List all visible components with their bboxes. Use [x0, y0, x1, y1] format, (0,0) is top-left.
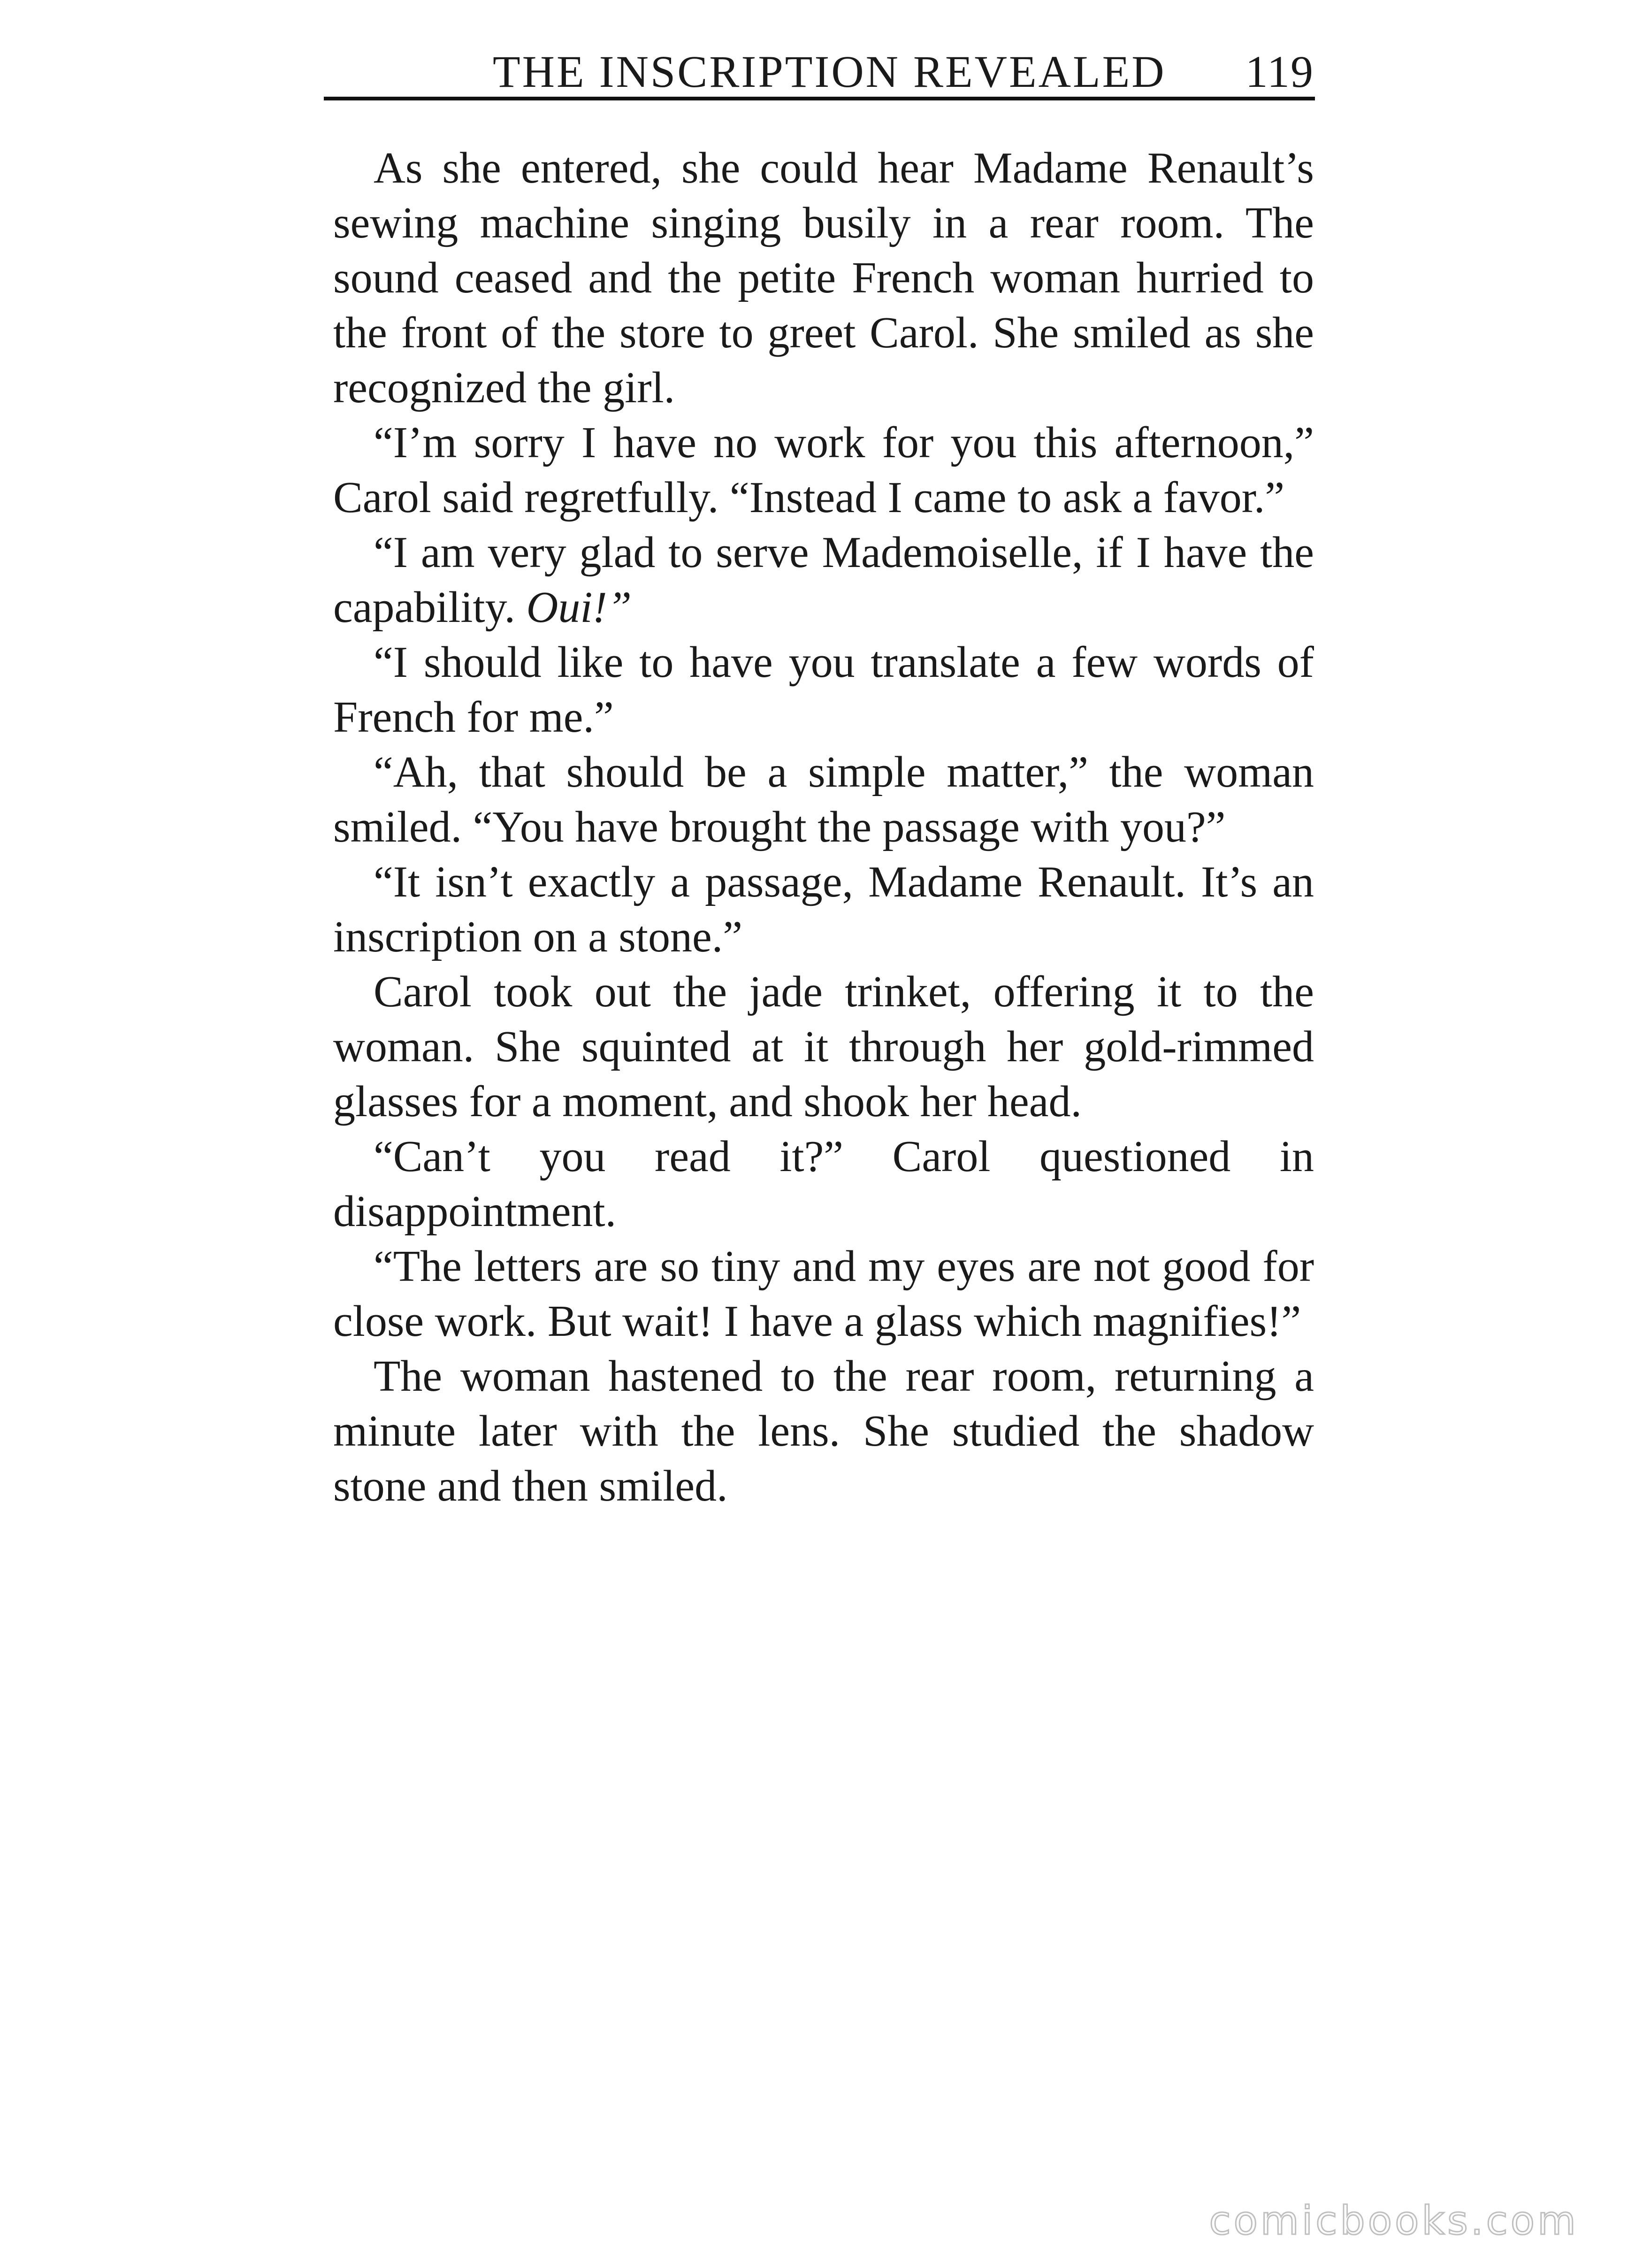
- paragraph: The woman hastened to the rear room, returning a minute later with the lens. She studied the shadow stone and then smiled.: [333, 1352, 1314, 1510]
- paragraph: [333, 525, 1314, 635]
- paragraph: As she entered, she could hear Madame Renault’s sewing machine singing busily in a rear room. The sound ceased and the petite French woman hurried to the front of the store to greet Carol. She smiled as she recognized the girl.: [333, 144, 1314, 412]
- page-number: 119: [1245, 46, 1314, 97]
- paragraph: “I should like to have you translate a few words of French for me.”: [333, 638, 1314, 742]
- paragraph: Carol took out the jade trinket, offering it to the woman. She squinted at it through her gold-rimmed glasses for a moment, and shook her head.: [333, 967, 1314, 1126]
- paragraph: “It isn’t exactly a passage, Madame Renault. It’s an inscription on a stone.”: [333, 858, 1314, 961]
- watermark: comicbooks.com: [1209, 2198, 1579, 2244]
- paragraph: “Ah, that should be a simple matter,” the woman smiled. “You have brought the passage with you?”: [333, 748, 1314, 851]
- running-title: THE INSCRIPTION REVEALED: [493, 46, 1166, 97]
- running-head: [324, 41, 1314, 102]
- paragraph: “The letters are so tiny and my eyes are not good for close work. But wait! I have a glass which magnifies!”: [333, 1242, 1314, 1346]
- header-rule: [324, 97, 1315, 100]
- italic-phrase: Oui!”: [526, 583, 632, 632]
- body-text: [333, 141, 1314, 1514]
- paragraph: “I’m sorry I have no work for you this afternoon,” Carol said regretfully. “Instead I came to ask a favor.”: [333, 418, 1314, 522]
- paragraph-text: “I am very glad to serve Mademoiselle, if I have the capability.: [333, 528, 1314, 632]
- paragraph: “Can’t you read it?” Carol questioned in disappointment.: [333, 1132, 1314, 1236]
